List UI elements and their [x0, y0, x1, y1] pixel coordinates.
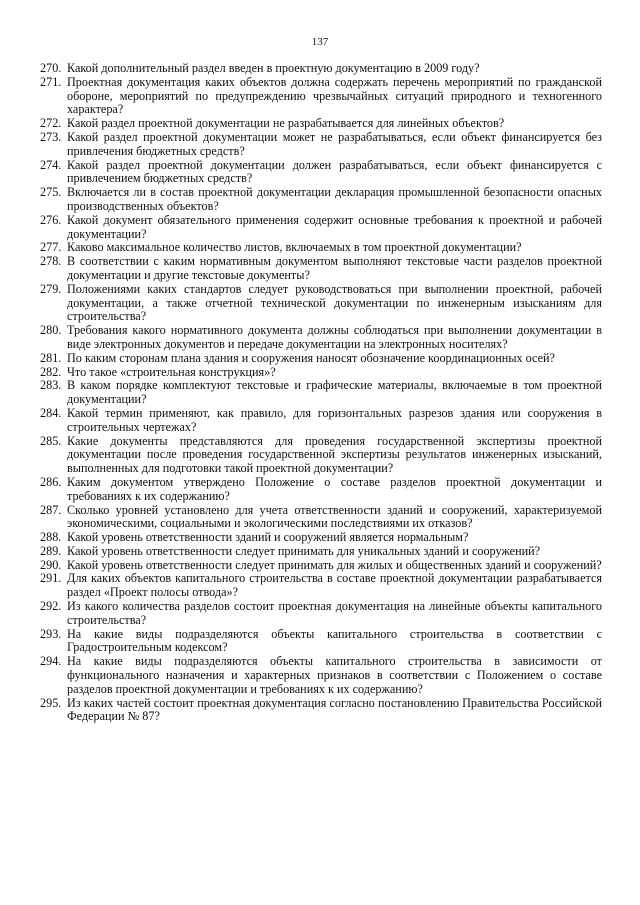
question-number: 281. [40, 350, 62, 365]
question-item [40, 352, 602, 366]
question-text: Каким документом утверждено Положение о составе разделов проектной документации и требованиях к их содержанию? [67, 474, 602, 503]
question-number: 293. [40, 626, 62, 641]
question-item [40, 476, 602, 504]
question-item [40, 628, 602, 656]
question-number: 270. [40, 61, 62, 75]
page-number: 137 [311, 36, 329, 48]
question-list [40, 62, 602, 724]
question-number: 275. [40, 185, 62, 200]
question-item [40, 214, 602, 242]
question-item [40, 131, 602, 159]
question-text: Какой уровень ответственности следует принимать для жилых и общественных зданий и сооружений? [67, 557, 602, 572]
question-item [40, 62, 602, 76]
question-number: 274. [40, 157, 62, 172]
question-number: 285. [40, 433, 62, 448]
question-text: Положениями каких стандартов следует руководствоваться при выполнении проектной, рабочей документации, а также отчетной технической документации по инженерным изысканиям для строительства? [67, 281, 602, 324]
question-number: 272. [40, 116, 62, 131]
question-item [40, 435, 602, 476]
question-text: По каким сторонам плана здания и сооружения наносят обозначение координационных осей? [67, 350, 555, 365]
question-text: Какой раздел проектной документации может не разрабатываться, если объект финансируется без привлечения бюджетных средств? [67, 129, 602, 158]
question-text: Из каких частей состоит проектная документация согласно постановлению Правительства Российской Федерации № 87? [67, 695, 602, 724]
question-text: В каком порядке комплектуют текстовые и графические материалы, включаемые в том проектной документации? [67, 378, 602, 407]
question-number: 283. [40, 378, 62, 393]
question-item [40, 600, 602, 628]
question-number: 277. [40, 240, 62, 255]
question-text: Какой раздел проектной документации должен разрабатываться, если объект финансируется с привлечением бюджетных средств? [67, 157, 602, 186]
question-number: 279. [40, 281, 62, 296]
question-text: Какой уровень ответственности следует принимать для уникальных зданий и сооружений? [67, 543, 541, 558]
question-number: 295. [40, 695, 62, 710]
question-text: Какой документ обязательного применения содержит основные требования к проектной и рабочей документации? [67, 212, 602, 241]
question-number: 291. [40, 571, 62, 586]
question-item [40, 255, 602, 283]
question-text: Проектная документация каких объектов должна содержать перечень мероприятий по гражданской обороне, мероприятий по предупреждению чрезвычайных ситуаций природного и техногенного характера? [67, 74, 602, 117]
question-text: На какие виды подразделяются объекты капитального строительства в соответствии с Градостроительным кодексом? [67, 626, 602, 655]
question-item [40, 379, 602, 407]
question-text: Что такое «строительная конструкция»? [67, 364, 276, 379]
question-item [40, 366, 602, 380]
question-number: 288. [40, 530, 62, 545]
question-text: Из какого количества разделов состоит проектная документация на линейные объекты капитального строительства? [67, 599, 602, 627]
question-number: 284. [40, 405, 62, 420]
question-number: 289. [40, 543, 62, 558]
question-item [40, 283, 602, 324]
question-text: Включается ли в состав проектной документации декларация промышленной безопасности опасных производственных объектов? [67, 185, 602, 213]
question-item [40, 655, 602, 696]
question-item [40, 76, 602, 117]
question-text: Сколько уровней установлено для учета ответственности зданий и сооружений, характеризуемой экономическими, социальными и экологическими последствиями их отказов? [67, 502, 602, 531]
question-number: 271. [40, 74, 62, 89]
question-item [40, 504, 602, 532]
question-text: Какой раздел проектной документации не разрабатывается для линейных объектов? [67, 116, 505, 131]
question-item [40, 407, 602, 435]
question-number: 287. [40, 502, 62, 517]
question-text: На какие виды подразделяются объекты капитального строительства в зависимости от функционального назначения и характерных признаков в соответствии с Положением о составе разделов проектной документации и требованиях к их содержанию? [67, 654, 602, 696]
question-item [40, 241, 602, 255]
question-text: Какие документы представляются для проведения государственной экспертизы проектной документации после проведения государственной экспертизы результатов инженерных изысканий, выполненных для подготовки такой проектной документации? [67, 433, 602, 476]
question-number: 276. [40, 212, 62, 227]
question-number: 292. [40, 599, 62, 614]
question-item [40, 324, 602, 352]
question-text: Каково максимальное количество листов, включаемых в том проектной документации? [67, 240, 522, 255]
question-number: 294. [40, 654, 62, 669]
question-number: 282. [40, 364, 62, 379]
question-text: Какой дополнительный раздел введен в проектную документацию в 2009 году? [67, 61, 480, 75]
question-item [40, 572, 602, 600]
question-item [40, 117, 602, 131]
question-number: 273. [40, 129, 62, 144]
question-number: 280. [40, 323, 62, 338]
question-number: 278. [40, 254, 62, 269]
question-item [40, 531, 602, 545]
question-item [40, 186, 602, 214]
question-text: Требования какого нормативного документа должны соблюдаться при выполнении документации в виде электронных документов и передаче документации на электронных носителях? [67, 323, 602, 351]
question-text: В соответствии с каким нормативным документом выполняют текстовые части разделов проектной документации и другие текстовые документы? [67, 254, 602, 282]
question-item [40, 159, 602, 187]
question-number: 286. [40, 474, 62, 489]
question-item [40, 545, 602, 559]
question-text: Какой термин применяют, как правило, для горизонтальных разрезов здания или сооружения в строительных чертежах? [67, 405, 602, 434]
question-item [40, 697, 602, 725]
question-number: 290. [40, 557, 62, 572]
question-text: Для каких объектов капитального строительства в составе проектной документации разрабатывается раздел «Проект полосы отвода»? [67, 571, 602, 600]
question-text: Какой уровень ответственности зданий и сооружений является нормальным? [67, 530, 469, 545]
question-item [40, 559, 602, 573]
